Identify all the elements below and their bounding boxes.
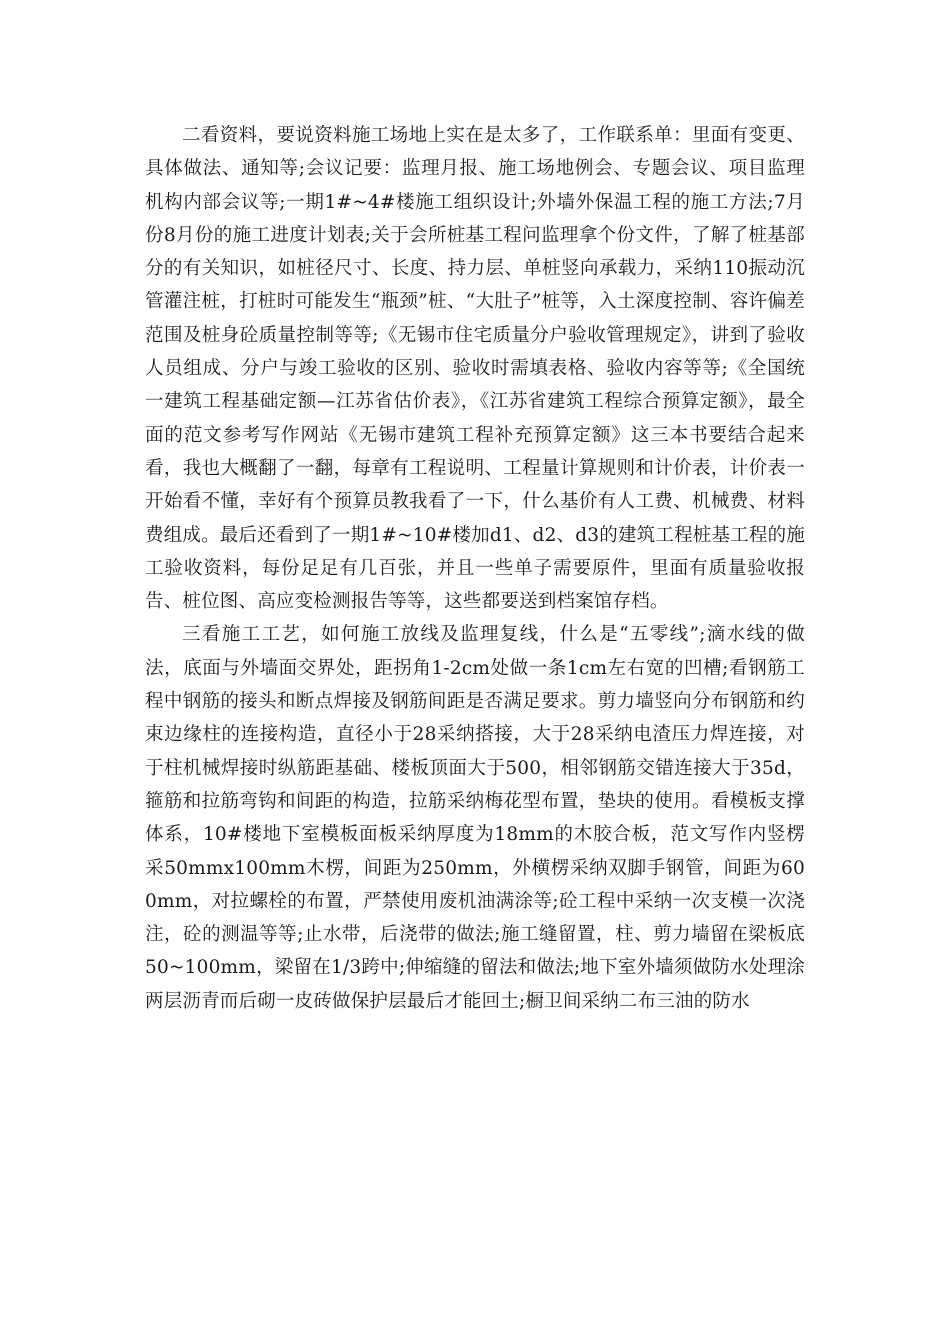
document-body — [145, 119, 805, 1018]
paragraph-construction-process: 三看施工工艺，如何施工放线及监理复线，什么是“五零线”;滴水线的做法，底面与外墙面交界处，距拐角1-2cm处做一条1cm左右宽的凹槽;看钢筋工程中钢筋的接头和断点焊接及钢筋间距是否满足要求。剪力墙竖向分布钢筋和约束边缘柱的连接构造，直径小于28采纳搭接，大于28采纳电渣压力焊连接，对于柱机械焊接时纵筋距基础、楼板顶面大于500，相邻钢筋交错连接大于35d，箍筋和拉筋弯钩和间距的构造，拉筋采纳梅花型布置，垫块的使用。看模板支撑体系，10#楼地下室模板面板采纳厚度为18mm的木胶合板，范文写作内竖楞采50mmx100mm木楞，间距为250mm，外横楞采纳双脚手钢管，间距为600mm，对拉螺栓的布置，严禁使用废机油满涂等;砼工程中采纳一次支模一次浇注，砼的测温等等;止水带，后浇带的做法;施工缝留置，柱、剪力墙留在梁板底50~100mm，梁留在1/3跨中;伸缩缝的留法和做法;地下室外墙须做防水处理涂两层沥青而后砌一皮砖做保护层最后才能回土;橱卫间采纳二布三油的防水 — [145, 624, 805, 1012]
paragraph-documents-review: 二看资料，要说资料施工场地上实在是太多了，工作联系单：里面有变更、具体做法、通知等;会议记要：监理月报、施工场地例会、专题会议、项目监理机构内部会议等;一期1#~4#楼施工组织设计;外墙外保温工程的施工方法;7月份8月份的施工进度计划表;关于会所桩基工程问监理拿个份文件，了解了桩基部分的有关知识，如桩径尺寸、长度、持力层、单桩竖向承载力，采纳110振动沉管灌注桩，打桩时可能发生“瓶颈”桩、“大肚子”桩等，入土深度控制、容许偏差范围及桩身砼质量控制等等;《无锡市住宅质量分户验收管理规定》，讲到了验收人员组成、分户与竣工验收的区别、验收时需填表格、验收内容等等;《全国统一建筑工程基础定额—江苏省估价表》，《江苏省建筑工程综合预算定额》，最全面的范文参考写作网站《无锡市建筑工程补充预算定额》这三本书要结合起来看，我也大概翻了一翻，每章有工程说明、工程量计算规则和计价表，计价表一开始看不懂，幸好有个预算员教我看了一下，什么基价有人工费、机械费、材料费组成。最后还看到了一期1#~10#楼加d1、d2、d3的建筑工程桩基工程的施工验收资料，每份足足有几百张，并且一些单子需要原件，里面有质量验收报告、桩位图、高应变检测报告等等，这些都要送到档案馆存档。 — [145, 125, 805, 613]
